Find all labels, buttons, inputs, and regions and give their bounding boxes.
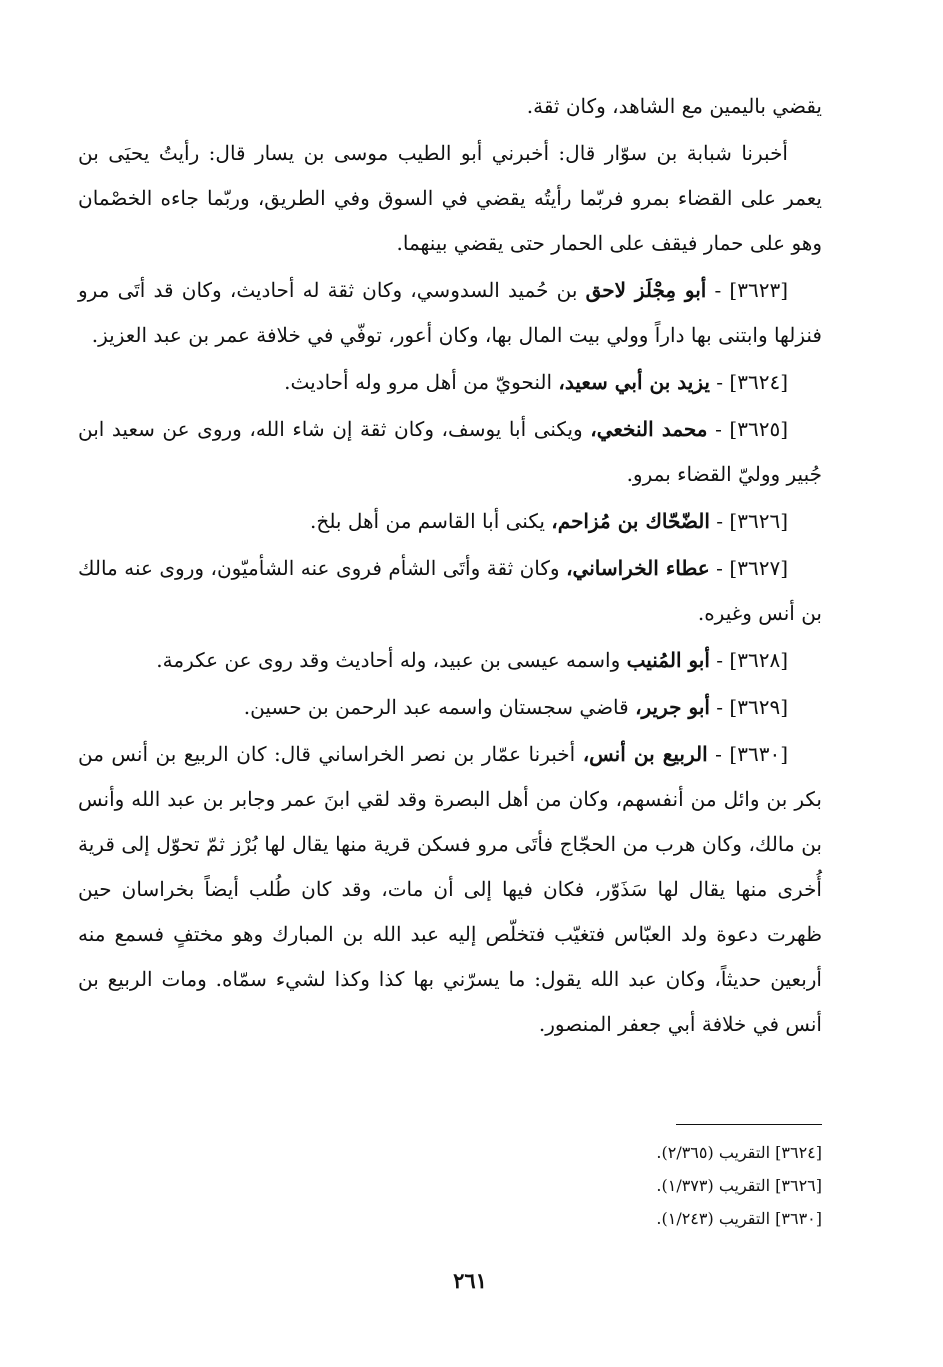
entry-text: بن حُميد السدوسي، وكان ثقة له أحاديث، وكان قد أتَى مرو فنزلها وابتنى بها داراً وولي بيت المال بها، وكان أعور، توفّي في خلافة عمر بن عبد العزيز.: [78, 278, 822, 347]
biography-entry: [78, 732, 822, 1047]
entry-number: [٣٦٢٩] -: [716, 695, 788, 719]
biography-entry: [78, 638, 822, 683]
entry-text: وكان ثقة وأتَى الشأم فروى عنه الشأميّون، وروى عنه مالك بن أنس وغيره.: [78, 556, 822, 625]
text-paragraph: يقضي باليمين مع الشاهد، وكان ثقة.: [526, 94, 822, 118]
biography-entry: [78, 546, 822, 636]
entry-name: يزيد بن أبي سعيد،: [558, 370, 710, 394]
entry-text: قاضي سجستان واسمه عبد الرحمن بن حسين.: [243, 695, 636, 719]
entry-text: النحويّ من أهل مرو وله أحاديث.: [284, 370, 559, 394]
entry-number: [٣٦٢٣] -: [714, 278, 789, 302]
footnote: [٣٦٢٤] التقريب (٢/٣٦٥).: [656, 1143, 822, 1162]
entry-name: محمد النخعي،: [590, 417, 708, 441]
biography-entry: [78, 268, 822, 358]
entry-number: [٣٦٢٦] -: [716, 509, 788, 533]
biography-entry: [78, 407, 822, 497]
entry-name: أبو مِجْلَز لاحق: [585, 278, 707, 302]
entry-text: ويكنى أبا يوسف، وكان ثقة إن شاء الله، وروى عن سعيد ابن جُبير ووليّ القضاء بمرو.: [78, 417, 822, 486]
entry-number: [٣٦٢٥] -: [715, 417, 789, 441]
text-paragraph: أخبرنا شبابة بن سوّار قال: أخبرني أبو الطيب موسى بن يسار قال: رأيتُ يحيَى بن يعمر على القضاء بمرو فربّما رأيتُه يقضي في السوق وفي الطريق، وربّما جاءه الخصْمان وهو على حمار فيقف على الحمار حتى يقضي بينهما.: [78, 141, 822, 255]
entry-text: أخبرنا عمّار بن نصر الخراساني قال: كان الربيع بن أنس من بكر بن وائل من أنفسهم، وكان من أهل البصرة وقد لقي ابنَ عمر وجابر بن عبد الله وأنس بن مالك، وكان هرب من الحجّاج فأتَى مرو فسكن قرية منها يقال لها بُرْز ثمّ تحوّل إلى قرية أُخرى منها يقال لها سَذَوّر، فكان فيها إلى أن مات، وقد كان طُلب أيضاً بخراسان حين ظهرت دعوة ولد العبّاس فتغيّب فتخلّص إليه عبد الله بن المبارك وهو مختفٍ فسمع منه أربعين حديثاً، وكان عبد الله يقول: ما يسرّني بها كذا وكذا لشيء سمّاه. ومات الربيع بن أنس في خلافة أبي جعفر المنصور.: [78, 742, 823, 1036]
entry-name: الضّحّاك بن مُزاحم،: [551, 509, 710, 533]
entry-number: [٣٦٣٠] -: [715, 742, 788, 766]
entry-name: أبو المُنيب: [626, 648, 710, 672]
biography-entry: [78, 360, 822, 405]
footnote: [٣٦٣٠] التقريب (١/٢٤٣).: [656, 1209, 822, 1228]
entry-text: واسمه عيسى بن عبيد، وله أحاديث وقد روى عن عكرمة.: [156, 648, 627, 672]
entry-number: [٣٦٢٨] -: [716, 648, 788, 672]
entry-number: [٣٦٢٧] -: [716, 556, 788, 580]
entry-text: يكنى أبا القاسم من أهل بلخ.: [310, 509, 552, 533]
page-number: ٢٦١: [453, 1268, 487, 1293]
main-text: [78, 84, 822, 1049]
entry-name: أبو جرير،: [635, 695, 710, 719]
footnote-divider: [676, 1124, 822, 1125]
footnote: [٣٦٢٦] التقريب (١/٣٧٣).: [656, 1176, 822, 1195]
biography-entry: [78, 499, 822, 544]
entry-name: عطاء الخراساني،: [566, 556, 710, 580]
entry-number: [٣٦٢٤] -: [716, 370, 788, 394]
entry-name: الربيع بن أنس،: [582, 742, 708, 766]
biography-entry: [78, 685, 822, 730]
footnotes: [78, 1136, 822, 1235]
